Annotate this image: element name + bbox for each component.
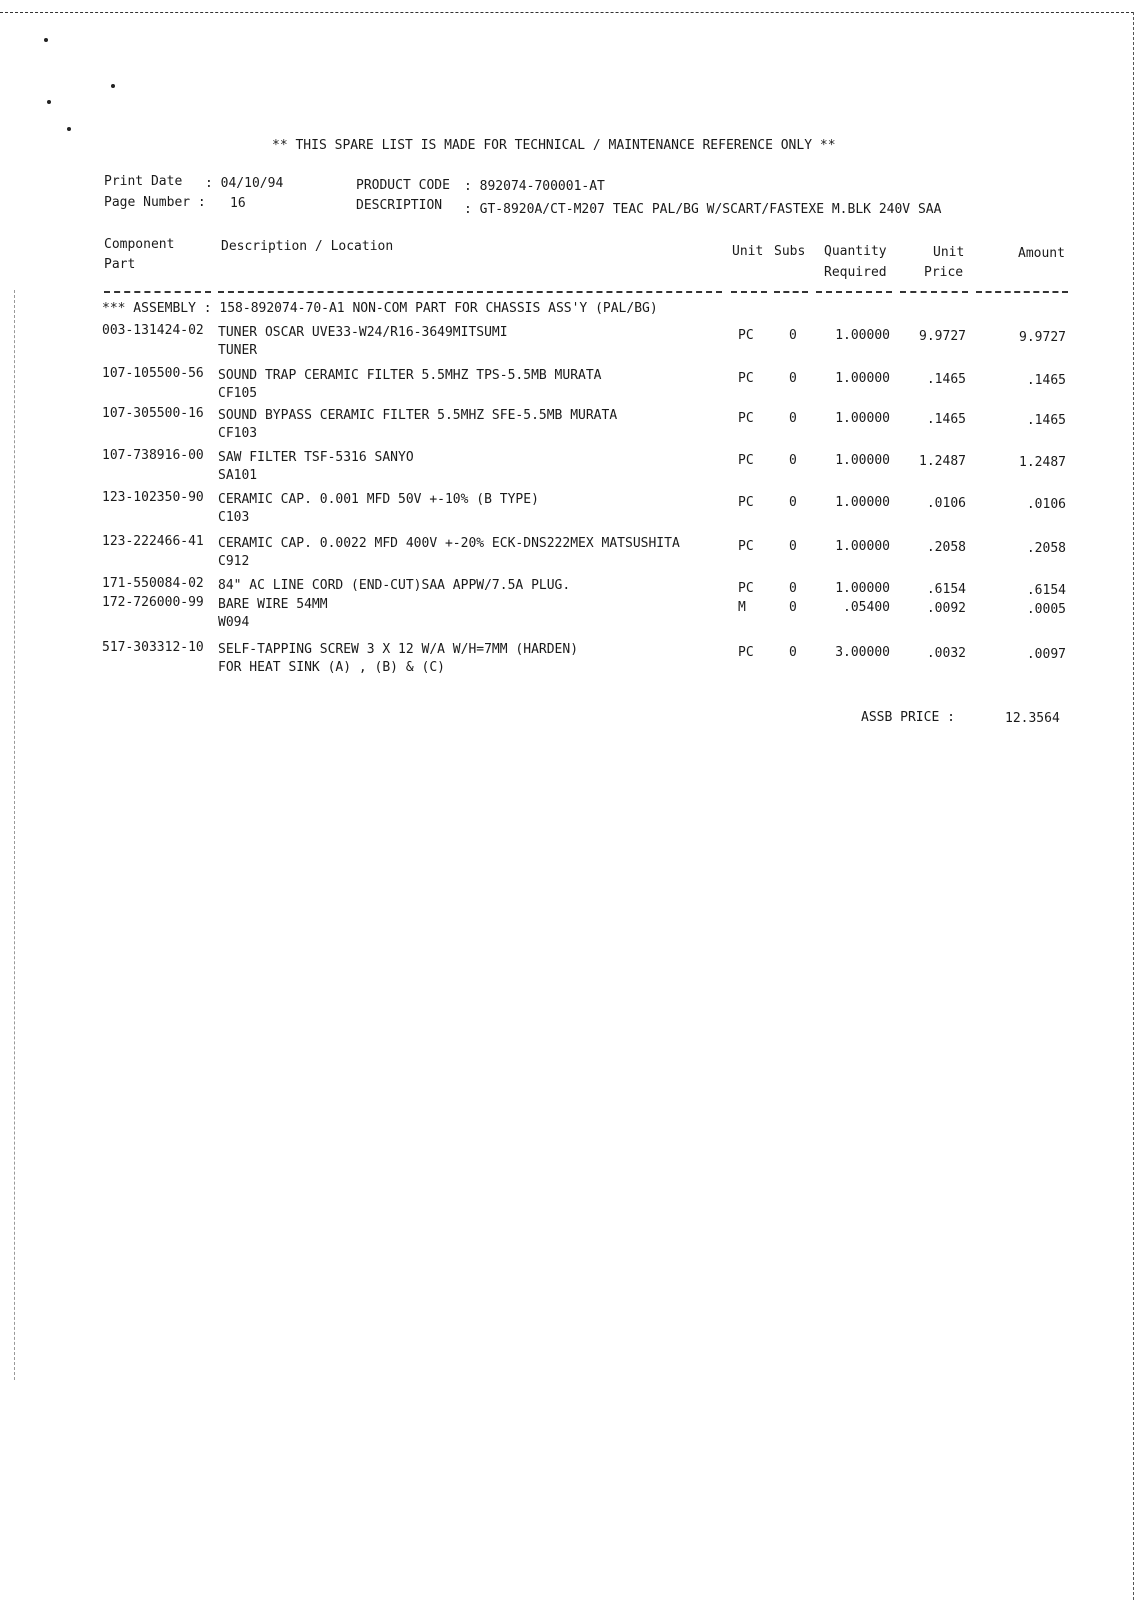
part-description: BARE WIRE 54MM bbox=[218, 597, 328, 612]
header-rule bbox=[976, 291, 1068, 293]
col-header-amount: Amount bbox=[1018, 246, 1065, 261]
reference-banner: ** THIS SPARE LIST IS MADE FOR TECHNICAL / MAINTENANCE REFERENCE ONLY ** bbox=[272, 138, 836, 153]
col-header-description: Description / Location bbox=[221, 239, 394, 254]
unit-price-cell: 1.2487 bbox=[919, 454, 966, 469]
unit-price-cell: 9.9727 bbox=[919, 329, 966, 344]
part-number: 107-738916-00 bbox=[102, 448, 204, 463]
header-rule bbox=[104, 291, 211, 293]
amount-cell: 9.9727 bbox=[1019, 330, 1066, 345]
part-description: SOUND BYPASS CERAMIC FILTER 5.5MHZ SFE-5.5MB MURATA bbox=[218, 408, 618, 423]
unit-price-cell: .6154 bbox=[926, 582, 966, 597]
amount-cell: 1.2487 bbox=[1019, 455, 1066, 470]
part-number: 123-102350-90 bbox=[102, 490, 204, 505]
part-location: SA101 bbox=[218, 468, 258, 483]
scan-mark bbox=[111, 84, 115, 88]
unit-cell: PC bbox=[738, 328, 754, 343]
quantity-cell: 1.00000 bbox=[835, 453, 890, 468]
part-number: 123-222466-41 bbox=[102, 534, 204, 549]
description-value: : GT-8920A/CT-M207 TEAC PAL/BG W/SCART/FASTEXE M.BLK 240V SAA bbox=[464, 202, 942, 217]
quantity-cell: 1.00000 bbox=[835, 581, 890, 596]
amount-cell: .1465 bbox=[1026, 373, 1066, 388]
col-header-part: Part bbox=[104, 257, 136, 272]
part-location: C103 bbox=[218, 510, 250, 525]
part-description: TUNER OSCAR UVE33-W24/R16-3649MITSUMI bbox=[218, 325, 508, 340]
quantity-cell: 1.00000 bbox=[835, 328, 890, 343]
unit-price-cell: .1465 bbox=[926, 372, 966, 387]
part-number: 107-305500-16 bbox=[102, 406, 204, 421]
subs-cell: 0 bbox=[789, 328, 797, 343]
quantity-cell: 1.00000 bbox=[835, 411, 890, 426]
part-number: 517-303312-10 bbox=[102, 640, 204, 655]
part-location: TUNER bbox=[218, 343, 258, 358]
part-location: CF103 bbox=[218, 426, 258, 441]
unit-cell: PC bbox=[738, 371, 754, 386]
subs-cell: 0 bbox=[789, 411, 797, 426]
col-header-unit: Unit bbox=[732, 244, 764, 259]
subs-cell: 0 bbox=[789, 495, 797, 510]
part-description: CERAMIC CAP. 0.001 MFD 50V +-10% (B TYPE) bbox=[218, 492, 539, 507]
assembly-line: *** ASSEMBLY : 158-892074-70-A1 NON-COM PART FOR CHASSIS ASS'Y (PAL/BG) bbox=[102, 301, 658, 316]
amount-cell: .1465 bbox=[1026, 413, 1066, 428]
part-description: 84" AC LINE CORD (END-CUT)SAA APPW/7.5A PLUG. bbox=[218, 578, 571, 593]
part-description: SOUND TRAP CERAMIC FILTER 5.5MHZ TPS-5.5MB MURATA bbox=[218, 368, 602, 383]
print-date-value: : 04/10/94 bbox=[205, 176, 284, 191]
subs-cell: 0 bbox=[789, 600, 797, 615]
header-rule bbox=[731, 291, 767, 293]
scan-mark bbox=[47, 100, 51, 104]
col-header-unit-price: Unit bbox=[933, 245, 965, 260]
subs-cell: 0 bbox=[789, 453, 797, 468]
subs-cell: 0 bbox=[789, 371, 797, 386]
product-code-label: PRODUCT CODE bbox=[356, 178, 450, 193]
part-number: 171-550084-02 bbox=[102, 576, 204, 591]
col-header-subs: Subs bbox=[774, 244, 806, 259]
page-number-value: 16 bbox=[230, 196, 246, 211]
part-description: SAW FILTER TSF-5316 SANYO bbox=[218, 450, 414, 465]
scan-mark bbox=[44, 38, 48, 42]
amount-cell: .2058 bbox=[1026, 541, 1066, 556]
unit-cell: M bbox=[738, 600, 746, 615]
unit-price-cell: .0032 bbox=[926, 646, 966, 661]
part-number: 172-726000-99 bbox=[102, 595, 204, 610]
page-right-border bbox=[1133, 12, 1134, 1600]
unit-price-cell: .1465 bbox=[926, 412, 966, 427]
assembly-price-value: 12.3564 bbox=[1005, 711, 1060, 726]
header-rule bbox=[774, 291, 808, 293]
part-number: 107-105500-56 bbox=[102, 366, 204, 381]
amount-cell: .6154 bbox=[1026, 583, 1066, 598]
col-header-quantity: Quantity bbox=[824, 244, 887, 259]
part-location: C912 bbox=[218, 554, 250, 569]
part-location: W094 bbox=[218, 615, 250, 630]
quantity-cell: 1.00000 bbox=[835, 495, 890, 510]
page-left-margin-line bbox=[14, 290, 15, 1380]
part-description: SELF-TAPPING SCREW 3 X 12 W/A W/H=7MM (HARDEN) bbox=[218, 642, 579, 657]
page-top-border bbox=[0, 12, 1134, 13]
subs-cell: 0 bbox=[789, 581, 797, 596]
page-number-label: Page Number : bbox=[104, 195, 206, 210]
unit-cell: PC bbox=[738, 539, 754, 554]
header-rule bbox=[816, 291, 892, 293]
amount-cell: .0005 bbox=[1026, 602, 1066, 617]
header-rule bbox=[900, 291, 968, 293]
unit-price-cell: .0106 bbox=[926, 496, 966, 511]
col-header-component: Component bbox=[104, 237, 175, 252]
part-description: CERAMIC CAP. 0.0022 MFD 400V +-20% ECK-DNS222MEX MATSUSHITA bbox=[218, 536, 680, 551]
assembly-price-label: ASSB PRICE : bbox=[861, 710, 955, 725]
amount-cell: .0106 bbox=[1026, 497, 1066, 512]
product-code-value: : 892074-700001-AT bbox=[464, 179, 605, 194]
unit-cell: PC bbox=[738, 645, 754, 660]
unit-price-cell: .0092 bbox=[926, 601, 966, 616]
print-date-label: Print Date bbox=[104, 174, 183, 189]
unit-cell: PC bbox=[738, 495, 754, 510]
description-label: DESCRIPTION bbox=[356, 198, 443, 213]
header-rule bbox=[218, 291, 722, 293]
quantity-cell: 1.00000 bbox=[835, 371, 890, 386]
unit-cell: PC bbox=[738, 411, 754, 426]
col-header-price: Price bbox=[924, 265, 964, 280]
col-header-required: Required bbox=[824, 265, 887, 280]
unit-cell: PC bbox=[738, 581, 754, 596]
part-location: FOR HEAT SINK (A) , (B) & (C) bbox=[218, 660, 445, 675]
unit-cell: PC bbox=[738, 453, 754, 468]
part-location: CF105 bbox=[218, 386, 258, 401]
amount-cell: .0097 bbox=[1026, 647, 1066, 662]
subs-cell: 0 bbox=[789, 645, 797, 660]
subs-cell: 0 bbox=[789, 539, 797, 554]
quantity-cell: 3.00000 bbox=[835, 645, 890, 660]
part-number: 003-131424-02 bbox=[102, 323, 204, 338]
unit-price-cell: .2058 bbox=[926, 540, 966, 555]
scan-mark bbox=[67, 127, 71, 131]
quantity-cell: 1.00000 bbox=[835, 539, 890, 554]
quantity-cell: .05400 bbox=[843, 600, 890, 615]
